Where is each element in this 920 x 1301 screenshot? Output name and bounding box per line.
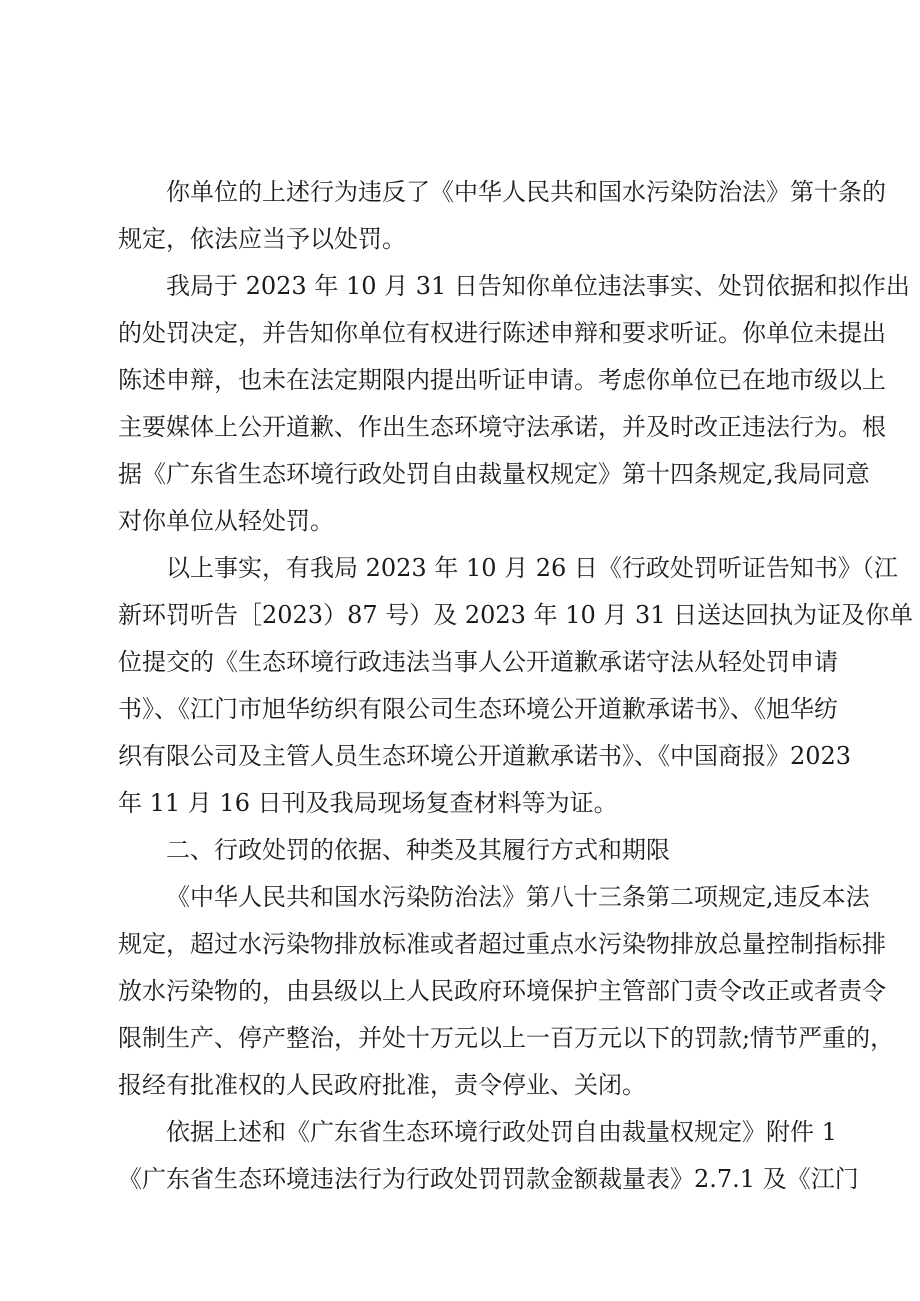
paragraph-5-line-1: 依据上述和《广东省生态环境行政处罚自由裁量权规定》附件 1: [166, 1118, 837, 1146]
paragraph-3-line-1: 以上事实，有我局 2023 年 10 月 26 日《行政处罚听证告知书》（江: [166, 554, 898, 582]
paragraph-2-line-3: 陈述申辩，也未在法定期限内提出听证申请。考虑你单位已在地市级以上: [118, 366, 886, 394]
paragraph-2-line-2: 的处罚决定，并告知你单位有权进行陈述申辩和要求听证。你单位未提出: [118, 319, 886, 347]
paragraph-3-line-2: 新环罚听告［2023）87 号）及 2023 年 10 月 31 日送达回执为证及你单: [118, 601, 914, 629]
paragraph-4-line-5: 报经有批准权的人民政府批准，责令停业、关闭。: [118, 1071, 646, 1099]
paragraph-1-line-1: 你单位的上述行为违反了《中华人民共和国水污染防治法》第十条的: [166, 178, 886, 206]
paragraph-3-line-6: 年 11 月 16 日刊及我局现场复查材料等为证。: [118, 789, 618, 817]
paragraph-2-line-1: 我局于 2023 年 10 月 31 日告知你单位违法事实、处罚依据和拟作出: [166, 272, 910, 300]
paragraph-3-line-4: 书》、《江门市旭华纺织有限公司生态环境公开道歉承诺书》、《旭华纺: [118, 695, 838, 723]
paragraph-4-line-3: 放水污染物的，由县级以上人民政府环境保护主管部门责令改正或者责令: [118, 977, 886, 1005]
paragraph-3-line-5: 织有限公司及主管人员生态环境公开道歉承诺书》、《中国商报》2023: [118, 742, 852, 770]
paragraph-2-line-6: 对你单位从轻处罚。: [118, 507, 334, 535]
paragraph-4-line-2: 规定，超过水污染物排放标准或者超过重点水污染物排放总量控制指标排: [118, 930, 886, 958]
paragraph-5-line-2: 《广东省生态环境违法行为行政处罚罚款金额裁量表》2.7.1 及《江门: [118, 1165, 859, 1193]
paragraph-2-line-5: 据《广东省生态环境行政处罚自由裁量权规定》第十四条规定,我局同意: [118, 460, 870, 488]
paragraph-4-line-1: 《中华人民共和国水污染防治法》第八十三条第二项规定,违反本法: [166, 883, 870, 911]
section-heading-2: 二、行政处罚的依据、种类及其履行方式和期限: [166, 836, 670, 864]
paragraph-4-line-4: 限制生产、停产整治，并处十万元以上一百万元以下的罚款;情节严重的，: [118, 1024, 895, 1052]
paragraph-1-line-2: 规定，依法应当予以处罚。: [118, 225, 406, 253]
paragraph-3-line-3: 位提交的《生态环境行政违法当事人公开道歉承诺守法从轻处罚申请: [118, 648, 838, 676]
paragraph-2-line-4: 主要媒体上公开道歉、作出生态环境守法承诺，并及时改正违法行为。根: [118, 413, 886, 441]
